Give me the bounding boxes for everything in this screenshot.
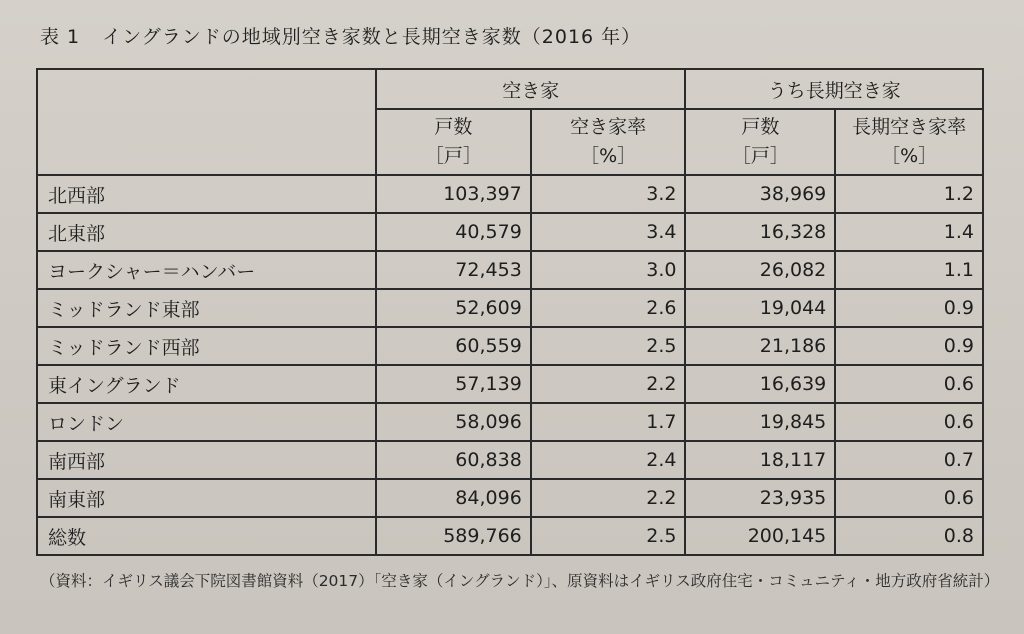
region-cell: 北東部 xyxy=(37,213,376,251)
long-rate-cell: 0.9 xyxy=(835,289,983,327)
table-number: 表 1 xyxy=(40,26,81,48)
source-note: （資料：イギリス議会下院図書館資料（2017）「空き家（イングランド）」、原資料はイギリス政府住宅・コミュニティ・地方政府省統計） xyxy=(40,572,1000,590)
long-units-cell: 38,969 xyxy=(685,175,835,213)
header-col-long-units xyxy=(685,109,835,175)
header-col-units-label: 戸数 xyxy=(434,116,473,138)
region-cell: ミッドランド西部 xyxy=(37,327,376,365)
vacancy-rate-cell: 2.5 xyxy=(531,517,686,555)
header-col-units-unit: ［戸］ xyxy=(424,145,482,167)
header-col-vacancy-rate-unit: ［%］ xyxy=(580,145,637,167)
table-row xyxy=(37,403,983,441)
units-cell: 72,453 xyxy=(376,251,531,289)
units-cell: 52,609 xyxy=(376,289,531,327)
vacancy-rate-cell: 3.4 xyxy=(531,213,686,251)
long-rate-cell: 1.1 xyxy=(835,251,983,289)
vacancy-rate-cell: 1.7 xyxy=(531,403,686,441)
units-cell: 57,139 xyxy=(376,365,531,403)
table-row xyxy=(37,289,983,327)
vacancy-rate-cell: 2.2 xyxy=(531,479,686,517)
header-col-long-rate xyxy=(835,109,983,175)
table-row xyxy=(37,327,983,365)
vacancy-rate-cell: 3.0 xyxy=(531,251,686,289)
long-rate-cell: 0.7 xyxy=(835,441,983,479)
units-cell: 60,838 xyxy=(376,441,531,479)
long-rate-cell: 1.2 xyxy=(835,175,983,213)
units-cell: 589,766 xyxy=(376,517,531,555)
header-col-vacancy-rate-label: 空き家率 xyxy=(570,116,647,138)
long-rate-cell: 0.8 xyxy=(835,517,983,555)
long-units-cell: 200,145 xyxy=(685,517,835,555)
header-group-long-term: うち長期空き家 xyxy=(685,69,983,109)
units-cell: 103,397 xyxy=(376,175,531,213)
vacancy-rate-cell: 2.6 xyxy=(531,289,686,327)
units-cell: 58,096 xyxy=(376,403,531,441)
region-cell: 南西部 xyxy=(37,441,376,479)
table-title-text: イングランドの地域別空き家数と長期空き家数（2016 年） xyxy=(102,26,642,48)
long-rate-cell: 0.6 xyxy=(835,479,983,517)
vacancy-table xyxy=(36,68,984,556)
header-col-vacancy-rate xyxy=(531,109,686,175)
region-cell: 総数 xyxy=(37,517,376,555)
table-row xyxy=(37,479,983,517)
long-rate-cell: 0.6 xyxy=(835,365,983,403)
table-title xyxy=(40,22,641,49)
region-cell: 南東部 xyxy=(37,479,376,517)
units-cell: 84,096 xyxy=(376,479,531,517)
region-cell: ヨークシャー＝ハンバー xyxy=(37,251,376,289)
header-col-long-units-label: 戸数 xyxy=(741,116,780,138)
table-row xyxy=(37,175,983,213)
long-rate-cell: 0.6 xyxy=(835,403,983,441)
long-units-cell: 19,845 xyxy=(685,403,835,441)
long-units-cell: 19,044 xyxy=(685,289,835,327)
region-cell: ロンドン xyxy=(37,403,376,441)
table-row xyxy=(37,251,983,289)
vacancy-rate-cell: 2.2 xyxy=(531,365,686,403)
vacancy-rate-cell: 2.5 xyxy=(531,327,686,365)
header-group-vacant: 空き家 xyxy=(376,69,685,109)
long-units-cell: 16,639 xyxy=(685,365,835,403)
region-cell: ミッドランド東部 xyxy=(37,289,376,327)
header-col-units xyxy=(376,109,531,175)
table-row xyxy=(37,213,983,251)
long-units-cell: 21,186 xyxy=(685,327,835,365)
table-row xyxy=(37,365,983,403)
long-rate-cell: 1.4 xyxy=(835,213,983,251)
long-units-cell: 23,935 xyxy=(685,479,835,517)
vacancy-rate-cell: 2.4 xyxy=(531,441,686,479)
vacancy-rate-cell: 3.2 xyxy=(531,175,686,213)
table-row-total xyxy=(37,517,983,555)
header-col-long-units-unit: ［戸］ xyxy=(731,145,789,167)
long-units-cell: 26,082 xyxy=(685,251,835,289)
header-corner-cell xyxy=(37,69,376,175)
header-col-long-rate-label: 長期空き家率 xyxy=(852,116,967,138)
region-cell: 東イングランド xyxy=(37,365,376,403)
long-units-cell: 16,328 xyxy=(685,213,835,251)
long-rate-cell: 0.9 xyxy=(835,327,983,365)
long-units-cell: 18,117 xyxy=(685,441,835,479)
region-cell: 北西部 xyxy=(37,175,376,213)
units-cell: 40,579 xyxy=(376,213,531,251)
header-row-groups xyxy=(37,69,983,109)
header-col-long-rate-unit: ［%］ xyxy=(881,145,938,167)
units-cell: 60,559 xyxy=(376,327,531,365)
table-row xyxy=(37,441,983,479)
